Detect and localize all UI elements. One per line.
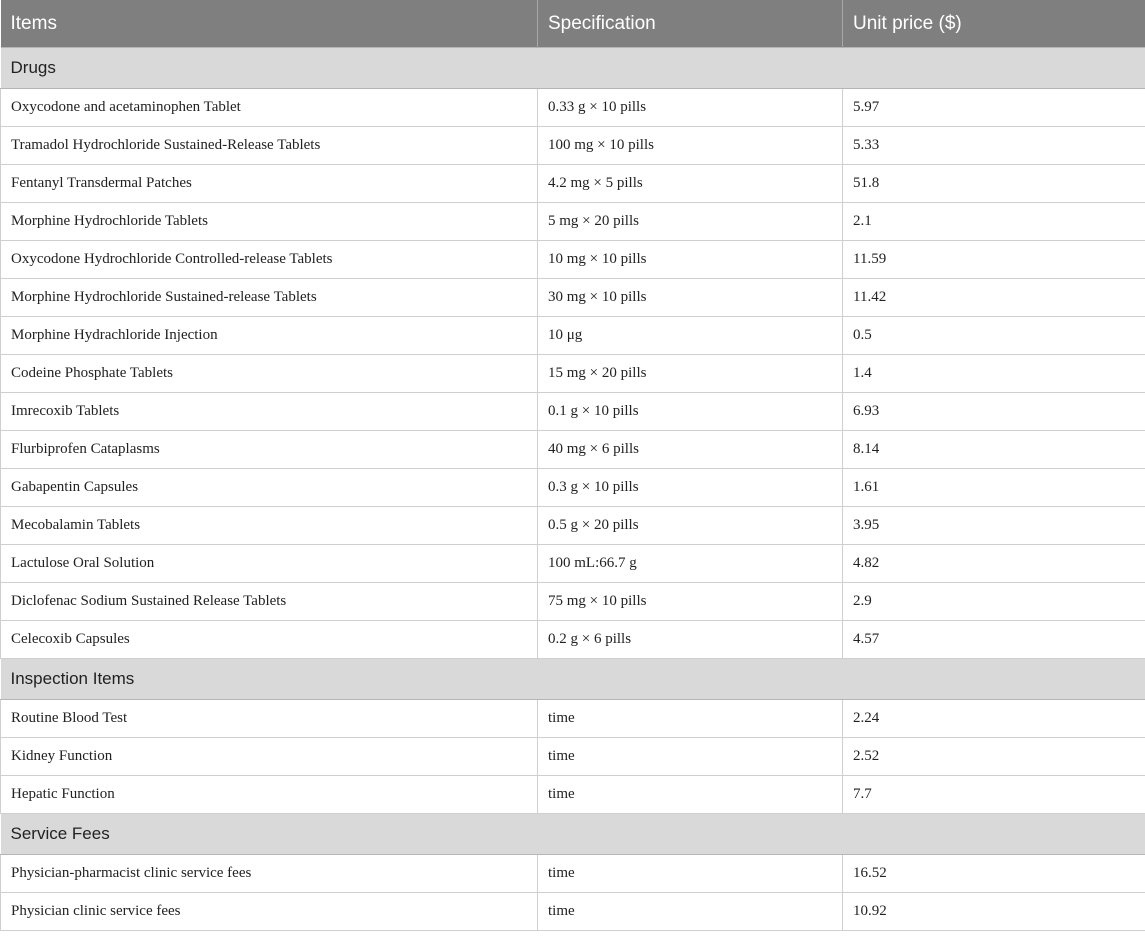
table-row xyxy=(1,317,1145,355)
cell-unit-price: 2.24 xyxy=(843,700,1145,738)
cell-unit-price: 1.61 xyxy=(843,469,1145,507)
table-body xyxy=(1,48,1145,931)
cell-item: Oxycodone and acetaminophen Tablet xyxy=(1,89,538,127)
cell-unit-price: 4.82 xyxy=(843,545,1145,583)
cell-item: Morphine Hydrochloride Tablets xyxy=(1,203,538,241)
cell-item: Tramadol Hydrochloride Sustained-Release Tablets xyxy=(1,127,538,165)
cell-unit-price: 10.92 xyxy=(843,893,1145,931)
cell-unit-price: 6.93 xyxy=(843,393,1145,431)
cell-specification: 0.2 g × 6 pills xyxy=(538,621,843,659)
cell-specification: 100 mL:66.7 g xyxy=(538,545,843,583)
cell-unit-price: 16.52 xyxy=(843,855,1145,893)
cell-unit-price: 2.52 xyxy=(843,738,1145,776)
cell-item: Morphine Hydrochloride Sustained-release Tablets xyxy=(1,279,538,317)
cell-specification: 30 mg × 10 pills xyxy=(538,279,843,317)
table-row xyxy=(1,279,1145,317)
cell-specification: time xyxy=(538,700,843,738)
cell-specification: time xyxy=(538,776,843,814)
cell-unit-price: 8.14 xyxy=(843,431,1145,469)
cell-unit-price: 11.42 xyxy=(843,279,1145,317)
cell-specification: time xyxy=(538,738,843,776)
cell-item: Physician-pharmacist clinic service fees xyxy=(1,855,538,893)
table-row xyxy=(1,583,1145,621)
cell-unit-price: 5.97 xyxy=(843,89,1145,127)
cell-unit-price: 2.1 xyxy=(843,203,1145,241)
cell-specification: 0.1 g × 10 pills xyxy=(538,393,843,431)
header-unit-price: Unit price ($) xyxy=(843,0,1145,48)
cell-unit-price: 1.4 xyxy=(843,355,1145,393)
cell-item: Mecobalamin Tablets xyxy=(1,507,538,545)
cell-item: Physician clinic service fees xyxy=(1,893,538,931)
cell-item: Gabapentin Capsules xyxy=(1,469,538,507)
header-specification: Specification xyxy=(538,0,843,48)
cell-item: Morphine Hydrachloride Injection xyxy=(1,317,538,355)
table-row xyxy=(1,507,1145,545)
section-header-row xyxy=(1,659,1145,700)
cell-specification: 10 mg × 10 pills xyxy=(538,241,843,279)
section-header-row xyxy=(1,814,1145,855)
cell-unit-price: 2.9 xyxy=(843,583,1145,621)
cell-item: Imrecoxib Tablets xyxy=(1,393,538,431)
header-row xyxy=(1,0,1145,48)
section-title: Inspection Items xyxy=(1,659,1145,700)
cell-unit-price: 3.95 xyxy=(843,507,1145,545)
cell-specification: 4.2 mg × 5 pills xyxy=(538,165,843,203)
table-row xyxy=(1,241,1145,279)
table-row xyxy=(1,127,1145,165)
cell-specification: 0.33 g × 10 pills xyxy=(538,89,843,127)
cell-unit-price: 5.33 xyxy=(843,127,1145,165)
cell-specification: time xyxy=(538,855,843,893)
cell-specification: 40 mg × 6 pills xyxy=(538,431,843,469)
header-items: Items xyxy=(1,0,538,48)
cell-specification: 100 mg × 10 pills xyxy=(538,127,843,165)
table-row xyxy=(1,89,1145,127)
cell-unit-price: 4.57 xyxy=(843,621,1145,659)
cell-item: Oxycodone Hydrochloride Controlled-release Tablets xyxy=(1,241,538,279)
cell-item: Fentanyl Transdermal Patches xyxy=(1,165,538,203)
cell-unit-price: 11.59 xyxy=(843,241,1145,279)
table-row xyxy=(1,431,1145,469)
cell-specification: time xyxy=(538,893,843,931)
cell-item: Hepatic Function xyxy=(1,776,538,814)
cell-item: Kidney Function xyxy=(1,738,538,776)
cell-unit-price: 51.8 xyxy=(843,165,1145,203)
cell-item: Flurbiprofen Cataplasms xyxy=(1,431,538,469)
table-row xyxy=(1,545,1145,583)
table-row xyxy=(1,700,1145,738)
cell-item: Lactulose Oral Solution xyxy=(1,545,538,583)
cell-specification: 75 mg × 10 pills xyxy=(538,583,843,621)
table-row xyxy=(1,738,1145,776)
cell-item: Diclofenac Sodium Sustained Release Tablets xyxy=(1,583,538,621)
cell-specification: 0.3 g × 10 pills xyxy=(538,469,843,507)
cell-specification: 0.5 g × 20 pills xyxy=(538,507,843,545)
cell-specification: 15 mg × 20 pills xyxy=(538,355,843,393)
table-row xyxy=(1,776,1145,814)
cell-unit-price: 7.7 xyxy=(843,776,1145,814)
table-row xyxy=(1,203,1145,241)
cell-item: Routine Blood Test xyxy=(1,700,538,738)
table-row xyxy=(1,855,1145,893)
table-row xyxy=(1,621,1145,659)
cell-item: Celecoxib Capsules xyxy=(1,621,538,659)
section-title: Drugs xyxy=(1,48,1145,89)
cell-specification: 5 mg × 20 pills xyxy=(538,203,843,241)
cell-item: Codeine Phosphate Tablets xyxy=(1,355,538,393)
section-title: Service Fees xyxy=(1,814,1145,855)
cell-specification: 10 μg xyxy=(538,317,843,355)
section-header-row xyxy=(1,48,1145,89)
table-row xyxy=(1,355,1145,393)
table-row xyxy=(1,165,1145,203)
table-row xyxy=(1,393,1145,431)
cell-unit-price: 0.5 xyxy=(843,317,1145,355)
table-row xyxy=(1,469,1145,507)
table-row xyxy=(1,893,1145,931)
